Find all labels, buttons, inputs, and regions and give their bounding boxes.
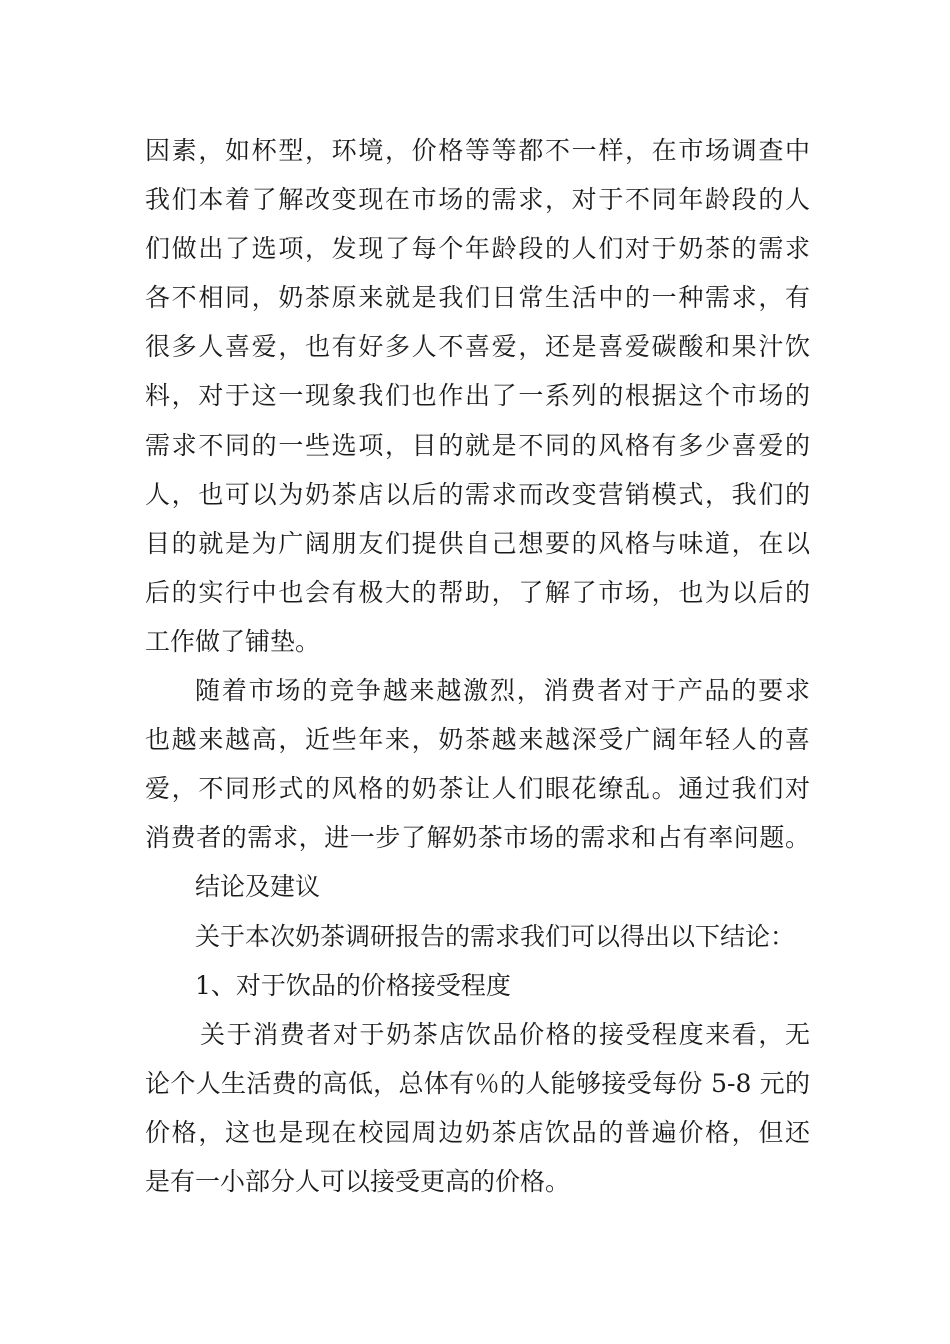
text-line: 是有一小部分人可以接受更高的价格。	[145, 1166, 571, 1196]
text-line: 后的实行中也会有极大的帮助，了解了市场，也为以后的	[145, 577, 810, 607]
text-line: 关于消费者对于奶茶店饮品价格的接受程度来看，无	[200, 1019, 810, 1049]
text-line: 1、对于饮品的价格接受程度	[195, 970, 511, 1000]
text-line: 人，也可以为奶茶店以后的需求而改变营销模式，我们的	[145, 479, 810, 509]
text-line: 很多人喜爱，也有好多人不喜爱，还是喜爱碳酸和果汁饮	[145, 332, 810, 362]
text-line: 料，对于这一现象我们也作出了一系列的根据这个市场的	[145, 381, 810, 411]
text-line: 们做出了选项，发现了每个年龄段的人们对于奶茶的需求	[145, 234, 810, 264]
text-line: 也越来越高，近些年来，奶茶越来越深受广阔年轻人的喜	[145, 725, 810, 755]
body-text	[145, 126, 810, 1206]
text-line: 随着市场的竞争越来越激烈，消费者对于产品的要求	[195, 676, 810, 706]
text-line: 因素，如杯型，环境，价格等等都不一样，在市场调查中	[145, 136, 810, 165]
text-line: 各不相同，奶茶原来就是我们日常生活中的一种需求，有	[145, 283, 810, 313]
text-line: 论个人生活费的高低，总体有％的人能够接受每份 5-8 元的	[145, 1068, 810, 1098]
text-line: 消费者的需求，进一步了解奶茶市场的需求和占有率问题。	[145, 823, 810, 853]
text-line: 我们本着了解改变现在市场的需求，对于不同年龄段的人	[145, 185, 810, 215]
text-line: 价格，这也是现在校园周边奶茶店饮品的普遍价格，但还	[145, 1117, 810, 1147]
text-line: 目的就是为广阔朋友们提供自己想要的风格与味道，在以	[145, 528, 810, 558]
text-line: 结论及建议	[195, 872, 321, 902]
text-line: 关于本次奶茶调研报告的需求我们可以得出以下结论：	[195, 921, 796, 951]
text-line: 工作做了铺垫。	[145, 626, 321, 656]
text-line: 爱，不同形式的风格的奶茶让人们眼花缭乱。通过我们对	[145, 774, 810, 804]
text-line: 需求不同的一些选项，目的就是不同的风格有多少喜爱的	[145, 430, 810, 460]
